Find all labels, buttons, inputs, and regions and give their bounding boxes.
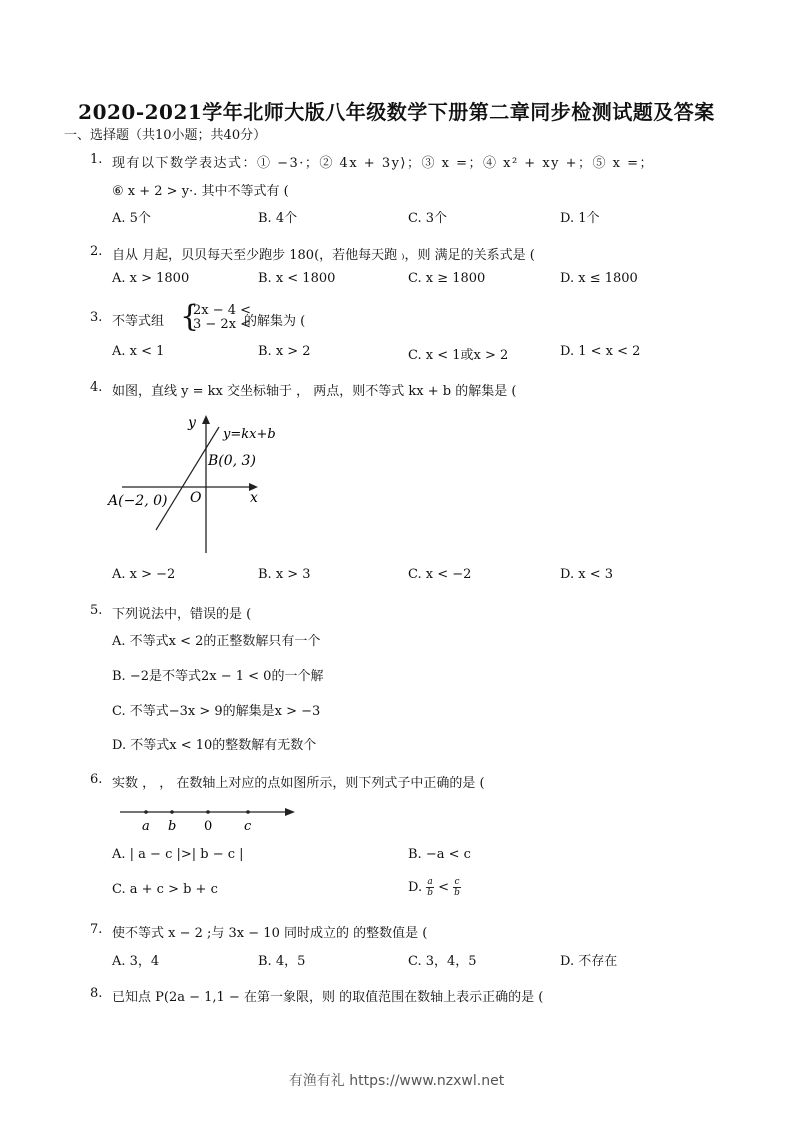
svg-text:O: O [190,490,202,506]
svg-text:0: 0 [204,819,213,834]
question-text: 使不等式 x − 2 ;与 3x − 10 同时成立的 的整数值是 ( [112,926,428,941]
question-number: 1. [90,152,103,167]
fraction-left: a b [427,877,433,898]
section-heading: 一、选择题（共10小题；共40分） [64,128,267,143]
brace-icon: { [180,299,200,334]
option-c[interactable]: C. x < −2 [408,567,472,582]
option-a[interactable]: A. x < 1 [112,344,165,359]
svg-text:b: b [168,819,177,834]
svg-text:a: a [142,819,150,834]
question-number: 7. [90,922,103,937]
question-text: 现有以下数学表达式：① −3·；② 4x + 3y⟩；③ x =；④ x² + xy +；⑤ x =； [112,156,655,171]
y-axis-arrow-icon [202,415,210,424]
option-a[interactable]: A. x > −2 [112,567,176,582]
option-c[interactable]: C. x ≥ 1800 [408,271,486,286]
svg-text:c: c [244,819,252,834]
question-text: 如图，直线 y = kx 交坐标轴于 ， 两点，则不等式 kx + b 的解集是 ( [112,384,517,399]
document-title: 2020-2021学年北师大版八年级数学下册第二章同步检测试题及答案 [78,100,715,124]
question-text: 自从 月起，贝贝每天至少跑步 180(，若他每天跑 ₎，则 满足的关系式是 ( [112,248,535,263]
option-c[interactable]: C. a + c > b + c [112,882,218,897]
option-c[interactable]: C. 不等式−3x > 9的解集是x > −3 [112,704,321,719]
option-d[interactable]: D. x ≤ 1800 [560,271,638,286]
option-d[interactable]: D. 不等式x < 10的整数解有无数个 [112,738,317,753]
option-b[interactable]: B. −a < c [408,847,471,862]
option-d[interactable]: D. 1 < x < 2 [560,344,641,359]
line-graph [156,427,219,530]
question-text: ⑥ x + 2 > y·. 其中不等式有 ( [112,184,289,199]
coordinate-graph [100,405,300,565]
svg-text:x: x [250,490,258,506]
option-b[interactable]: B. 4，5 [258,954,306,969]
question-number: 8. [90,986,103,1001]
option-d[interactable]: D. a b < c b [408,877,460,898]
option-a[interactable]: A. x > 1800 [112,271,190,286]
question-number: 2. [90,244,103,259]
question-number: 3. [90,310,103,325]
number-line-arrow-icon [285,808,295,816]
system-line-2: 3 − 2x < [193,317,252,332]
svg-text:A(−2, 0): A(−2, 0) [108,493,168,509]
option-d[interactable]: D. 不存在 [560,954,618,969]
option-c[interactable]: C. 3，4，5 [408,954,477,969]
option-b[interactable]: B. x < 1800 [258,271,336,286]
question-text: 已知点 P(2a − 1,1 − 在第一象限，则 的取值范围在数轴上表示正确的是 ( [112,990,544,1005]
question-number: 5. [90,603,103,618]
question-number: 6. [90,772,103,787]
fraction-right: c b [454,877,460,898]
svg-text:y: y [188,415,196,431]
svg-text:B(0, 3): B(0, 3) [208,453,256,469]
option-b[interactable]: B. x > 2 [258,344,311,359]
svg-text:y=kx+b: y=kx+b [223,427,276,442]
question-text: 实数 ， ， 在数轴上对应的点如图所示，则下列式子中正确的是 ( [112,776,485,791]
option-a[interactable]: A. 不等式x < 2的正整数解只有一个 [112,634,321,649]
inequality-system [193,304,251,332]
number-line [110,800,310,836]
option-a[interactable]: A. | a − c |>| b − c | [112,847,244,862]
footer-watermark: 有渔有礼 https://www.nzxwl.net [288,1073,505,1089]
question-text: 的解集为 ( [244,314,306,329]
question-text: 下列说法中，错误的是 ( [112,607,252,622]
option-a[interactable]: A. 3，4 [112,954,160,969]
option-c[interactable]: C. 3个 [408,211,448,226]
option-b[interactable]: B. 4个 [258,211,298,226]
option-b[interactable]: B. −2是不等式2x − 1 < 0的一个解 [112,669,324,684]
option-d[interactable]: D. x < 3 [560,567,613,582]
option-d[interactable]: D. 1个 [560,211,600,226]
question-text: 不等式组 [112,314,165,329]
option-a[interactable]: A. 5个 [112,211,151,226]
question-number: 4. [90,380,103,395]
option-b[interactable]: B. x > 3 [258,567,311,582]
option-c[interactable]: C. x < 1或x > 2 [408,348,509,363]
system-line-1: 2x − 4 < [193,303,252,318]
